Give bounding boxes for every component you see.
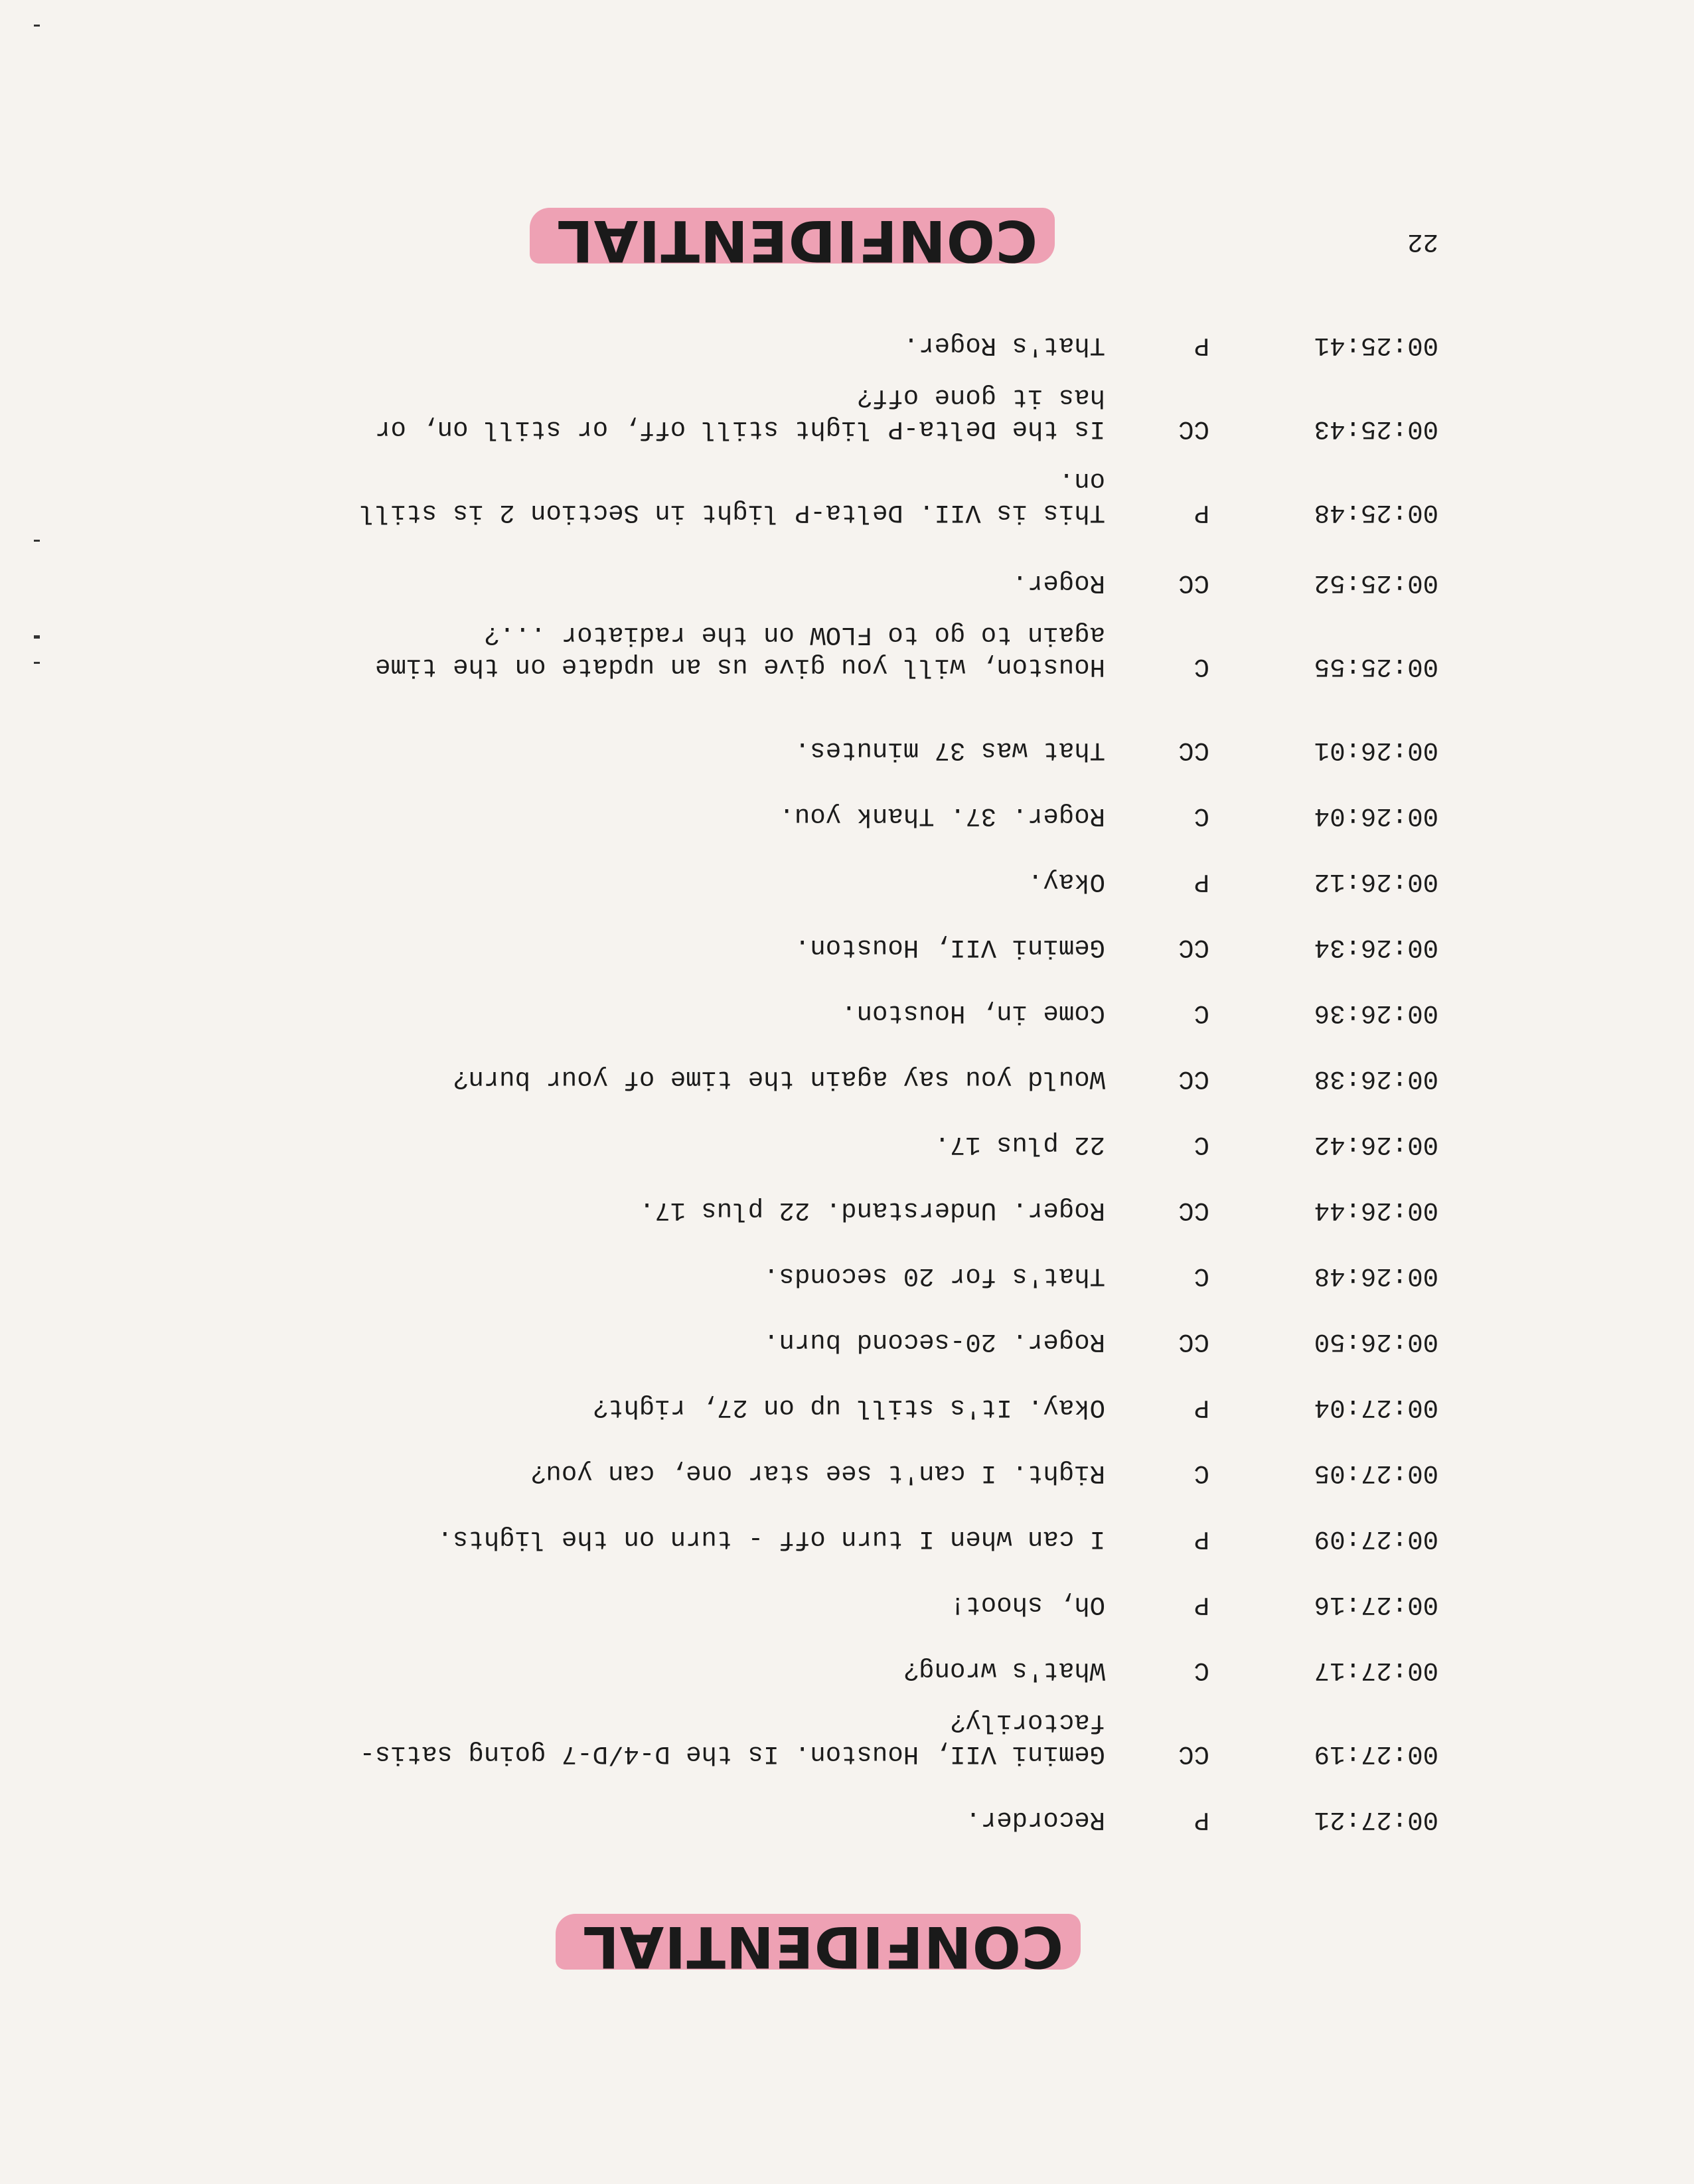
speaker: P — [1194, 1590, 1209, 1619]
margin-mark — [34, 540, 40, 542]
utterance: I can when I turn off - turn on the lights. — [437, 1524, 1105, 1553]
utterance: This is VII. Delta-P light in Section 2 is still on. — [359, 466, 1105, 527]
utterance: That's for 20 seconds. — [763, 1261, 1105, 1290]
speaker: P — [1194, 1393, 1209, 1422]
timestamp: 00:26:01 — [1314, 736, 1438, 765]
speaker: CC — [1178, 1064, 1209, 1093]
timestamp: 00:26:36 — [1314, 998, 1438, 1028]
speaker: CC — [1178, 1196, 1209, 1225]
utterance: Would you say again the time of your burn? — [453, 1064, 1105, 1093]
timestamp: 00:25:52 — [1314, 568, 1438, 597]
timestamp: 00:26:48 — [1314, 1261, 1438, 1290]
timestamp: 00:25:55 — [1314, 652, 1438, 681]
speaker: CC — [1178, 933, 1209, 962]
margin-mark — [34, 662, 40, 664]
timestamp: 00:26:50 — [1314, 1327, 1438, 1356]
speaker: C — [1194, 998, 1209, 1028]
utterance: 22 plus 17. — [934, 1130, 1105, 1159]
speaker: P — [1194, 1524, 1209, 1553]
utterance: Okay. It's still up on 27, right? — [592, 1393, 1105, 1422]
confidential-stamp-bottom — [556, 207, 1038, 273]
utterance: Gemini VII, Houston. — [794, 933, 1105, 962]
timestamp: 00:25:41 — [1314, 331, 1438, 360]
timestamp: 00:27:05 — [1314, 1458, 1438, 1488]
timestamp: 00:26:12 — [1314, 867, 1438, 896]
speaker: CC — [1178, 1327, 1209, 1356]
utterance: That's Roger. — [903, 331, 1105, 360]
utterance: Come in, Houston. — [841, 998, 1105, 1028]
speaker: CC — [1178, 568, 1209, 597]
page-number: 22 — [1407, 227, 1438, 256]
utterance: That was 37 minutes. — [794, 736, 1105, 765]
utterance: Roger. Understand. 22 plus 17. — [639, 1196, 1105, 1225]
stamp-text: CONFIDENTIAL — [581, 1913, 1063, 1980]
utterance: What's wrong? — [903, 1656, 1105, 1685]
speaker: C — [1194, 1458, 1209, 1488]
margin-mark — [34, 25, 40, 27]
utterance: Roger. 37. Thank you. — [779, 801, 1105, 830]
timestamp: 00:26:44 — [1314, 1196, 1438, 1225]
timestamp: 00:26:04 — [1314, 801, 1438, 830]
speaker: P — [1194, 867, 1209, 896]
utterance: Oh, shoot! — [949, 1590, 1105, 1619]
utterance: Roger. 20-second burn. — [763, 1327, 1105, 1356]
timestamp: 00:27:04 — [1314, 1393, 1438, 1422]
speaker: C — [1194, 1656, 1209, 1685]
timestamp: 00:26:42 — [1314, 1130, 1438, 1159]
speaker: CC — [1178, 736, 1209, 765]
timestamp: 00:27:21 — [1314, 1805, 1438, 1834]
speaker: P — [1194, 498, 1209, 527]
timestamp: 00:25:43 — [1314, 414, 1438, 443]
utterance: Gemini VII, Houston. Is the D-4/D-7 going satis- factorily? — [359, 1707, 1105, 1768]
utterance: Okay. — [1027, 867, 1105, 896]
utterance: Recorder. — [965, 1805, 1105, 1834]
speaker: P — [1194, 1805, 1209, 1834]
timestamp: 00:25:48 — [1314, 498, 1438, 527]
speaker: C — [1194, 1261, 1209, 1290]
speaker: C — [1194, 1130, 1209, 1159]
timestamp: 00:27:16 — [1314, 1590, 1438, 1619]
timestamp: 00:26:38 — [1314, 1064, 1438, 1093]
timestamp: 00:27:09 — [1314, 1524, 1438, 1553]
timestamp: 00:27:17 — [1314, 1656, 1438, 1685]
utterance: Is the Delta-P light still off, or still on, or has it gone off? — [375, 382, 1105, 443]
utterance: Roger. — [1012, 568, 1105, 597]
speaker: CC — [1178, 1739, 1209, 1768]
confidential-stamp-top — [581, 1913, 1063, 1980]
utterance: Right. I can't see star one, can you? — [530, 1458, 1105, 1488]
speaker: C — [1194, 652, 1209, 681]
speaker: CC — [1178, 414, 1209, 443]
stamp-text: CONFIDENTIAL — [556, 207, 1038, 273]
timestamp: 00:27:19 — [1314, 1739, 1438, 1768]
margin-mark — [34, 635, 40, 637]
timestamp: 00:26:34 — [1314, 933, 1438, 962]
utterance: Houston, will you give us an update on the time again to go to FLOW on the radiator ...? — [375, 620, 1105, 681]
speaker: C — [1194, 801, 1209, 830]
speaker: P — [1194, 331, 1209, 360]
